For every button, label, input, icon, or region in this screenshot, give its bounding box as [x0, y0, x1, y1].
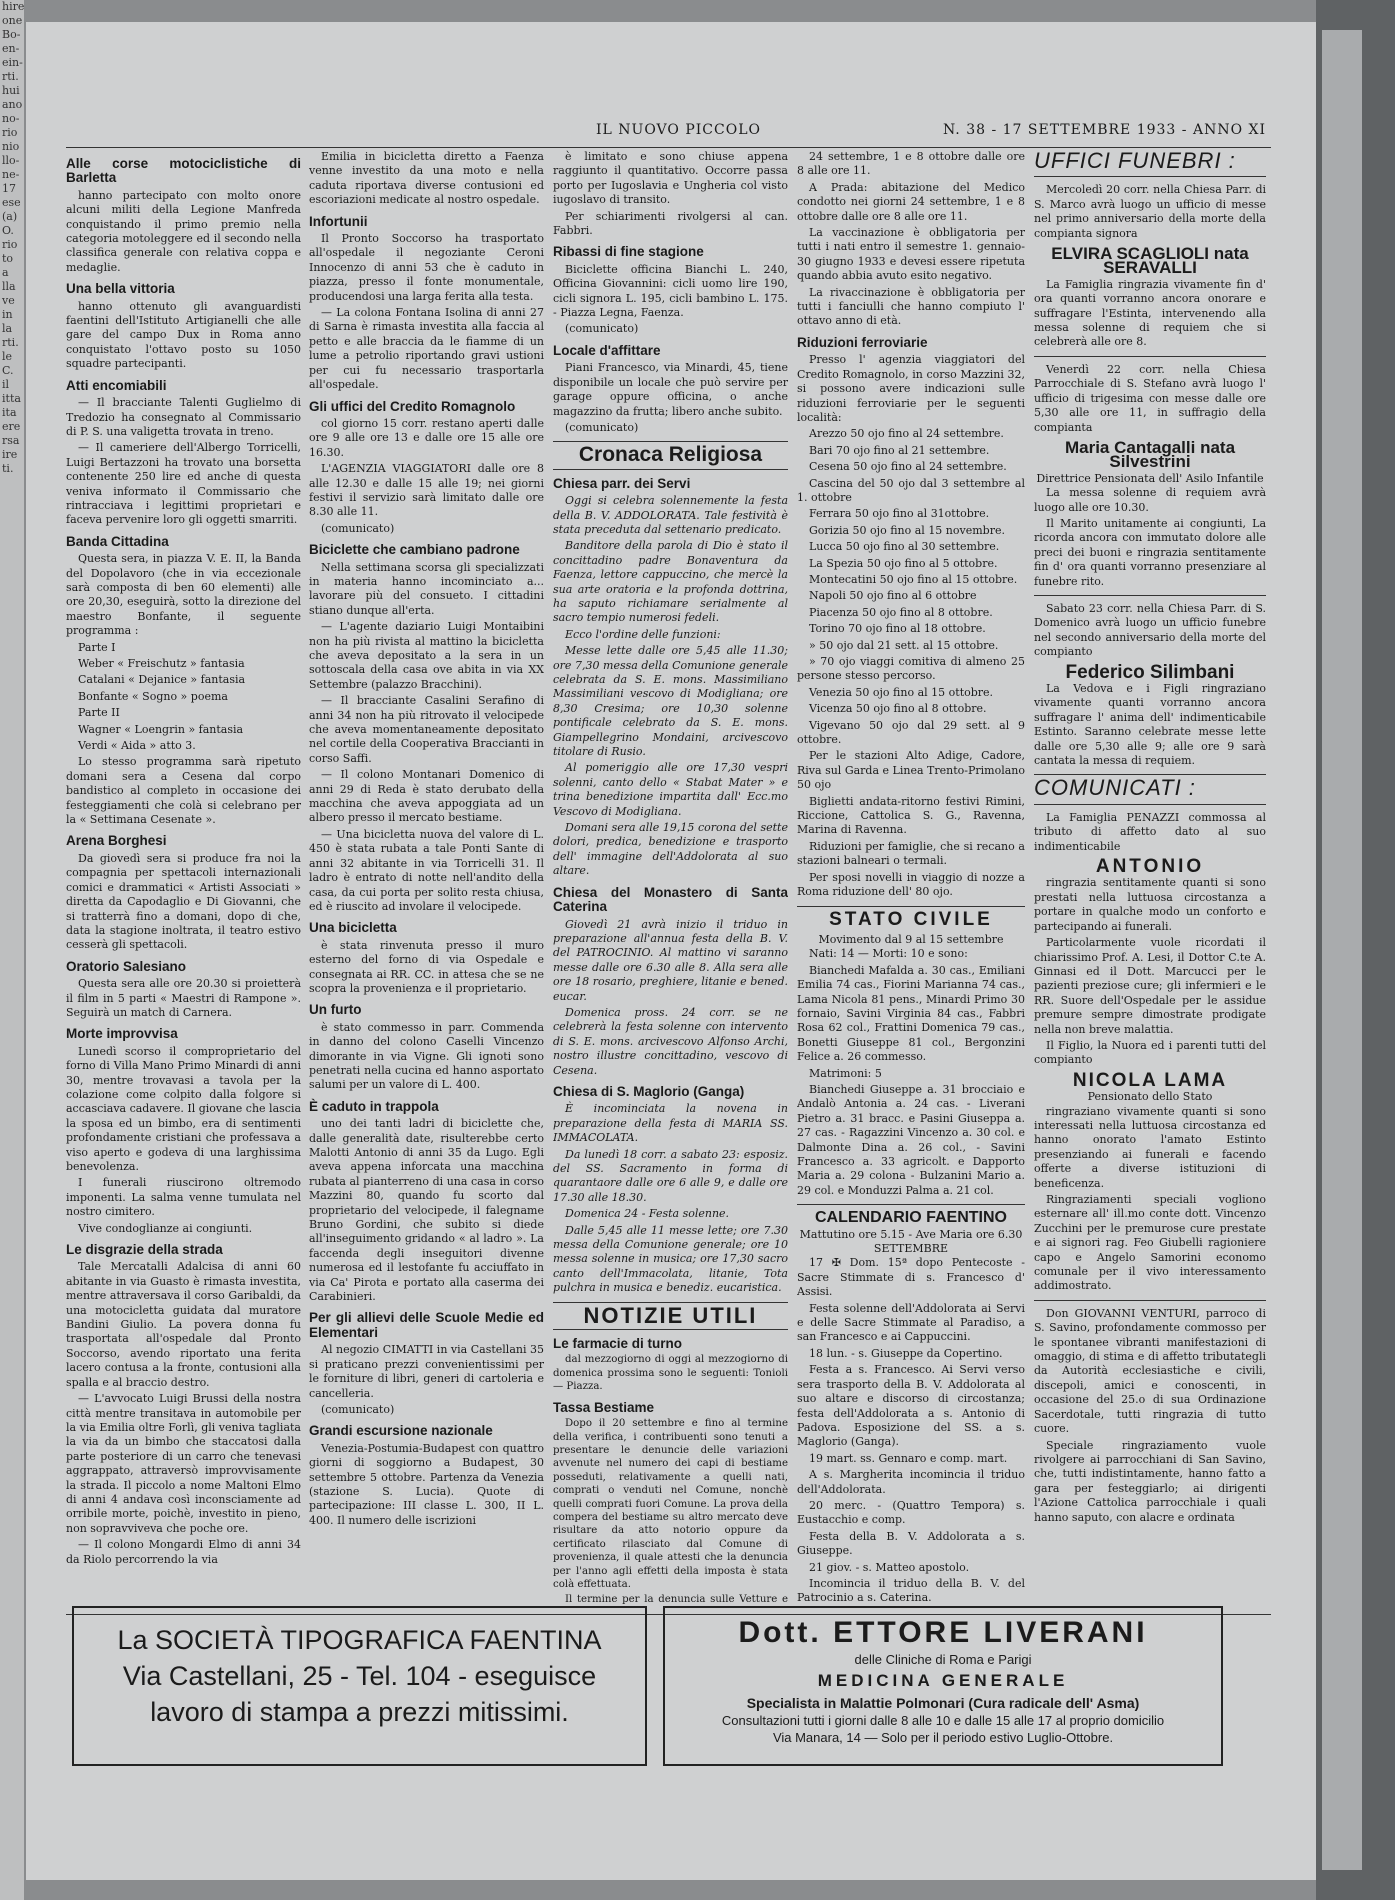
previous-page-edge [0, 0, 24, 1900]
article-paragraph: Il Pronto Soccorso ha trasportato all'ospedale il negoziante Ceroni Innocenzo di anni 53 che è caduto in piazza, presso il fonte monumentale, producendosi una larga ferita alla testa. [309, 232, 544, 303]
calendar-line: 20 merc. - (Quattro Tempora) s. Eustacchio e comp. [797, 1498, 1025, 1527]
prev-page-fragment: Bo- [2, 28, 21, 41]
article-headline: Morte improvvisa [66, 1026, 178, 1042]
page-header [76, 122, 1266, 142]
rate-line: Per le stazioni Alto Adige, Cadore, Riva sul Garda e Linea Trento-Primolano 50 ojo [797, 749, 1025, 792]
column-2 [309, 150, 544, 1605]
prev-page-fragment: O. [2, 224, 14, 237]
rate-line: La Spezia 50 ojo fino al 5 ottobre. [809, 556, 998, 570]
article-paragraph: Questa sera, in piazza V. E. II, la Banda del Dopolavoro (che in via eccezionale sarà composta di ben 60 elementi) alle ore 20,30, eseguirà, sotto la direzione del maestro Bonfante, il seguente programma : [66, 552, 301, 638]
book-binding-inner [1322, 30, 1362, 1870]
rate-line: Torino 70 ojo fino al 18 ottobre. [809, 622, 986, 636]
article-paragraph: La rivaccinazione è obbligatoria per tutti i fanciulli che hanno compiuto l' ottavo anno di età. [797, 285, 1025, 328]
rate-line: Lucca 50 ojo fino al 30 settembre. [809, 540, 1000, 554]
article-headline: Le disgrazie della strada [66, 1242, 223, 1258]
notice-text: Particolarmente vuole ricordati il chiarissimo Prof. A. Lesi, il Dottor C.te A. Ginnasi ed il Dott. Marcucci per le pazienti preziose cure; gli infermieri e le RR. Suore dell'Ospedale per le assidue premure sempre dimostrate prodigate nella non breve malattia. [1034, 936, 1266, 1036]
article-paragraph: col giorno 15 corr. restano aperti dalle ore 9 alle ore 13 e dalle ore 15 alle ore 16.30. [309, 416, 544, 459]
calendar-line: Festa solenne dell'Addolorata ai Servi e delle Sacre Stimmate al Paradiso, a san Francesco e ai Cappuccini. [797, 1301, 1025, 1344]
prev-page-fragment: ita [2, 406, 17, 419]
article-paragraph: Nella settimana scorsa gli specializzati in materia hanno incominciato a... lavorare più del consueto. I cittadini stiano dunque all'erta. [309, 560, 544, 617]
notice-text: Ringraziamenti speciali vogliono esternare all' ill.mo conte dott. Vincenzo Zucchini per le premurose cure prestate e ai signori rag. Feo Giubelli ragioniere capo e Angelo Samorini economo comunale per il vivo interessamento addimostrato. [1034, 1193, 1266, 1293]
article-paragraph: Domani sera alle 19,15 corona del sette dolori, predica, benedizione e trasporto dell' immagine dell'Addolorata al suo altare. [553, 821, 788, 878]
prev-page-fragment: no- [2, 112, 20, 125]
ad-tipografica [72, 1606, 647, 1766]
obituary-text: La Vedova e i Figli ringraziano vivamente quanti vorranno ancora suffragare l' anima dell' indimenticabile Estinto. Saranno celebrate messe lette dalle ore 5,30 alle 9; alle ore 9 sarà cantata la messa di requiem. [1034, 682, 1266, 768]
section-title-stato-civile: STATO CIVILE [829, 908, 993, 930]
article-headline: Le farmacie di turno [553, 1336, 683, 1352]
article-paragraph: — Il colono Montanari Domenico di anni 29 di Reda è stato derubato della macchina che aveva appoggiata ad un albero presso il mercato bestiame. [309, 768, 544, 825]
ad-liverani-line-3: Specialista in Malattie Polmonari (Cura radicale dell' Asma) [746, 1695, 1140, 1711]
article-paragraph: Presso l' agenzia viaggiatori del Credito Romagnolo, in corso Mazzini 32, si possono avere indicazioni sulle riduzioni ferroviarie per le seguenti località: [797, 353, 1025, 424]
prev-page-fragment: rsa [2, 434, 20, 447]
article-headline: Grandi escursione nazionale [309, 1423, 493, 1439]
article-headline: Atti encomiabili [66, 377, 167, 393]
calendario-subtitle: Mattutino ore 5.15 - Ave Maria ore 6.30 [799, 1227, 1023, 1241]
prev-page-fragment: ire [2, 448, 18, 461]
ad-liverani-line-1: delle Cliniche di Roma e Parigi [854, 1652, 1032, 1667]
rate-line: Cesena 50 ojo fino al 24 settembre. [809, 460, 1007, 474]
article-paragraph: (comunicato) [565, 322, 639, 336]
article-headline: Locale d'affittare [553, 342, 661, 358]
header-rule [66, 147, 1271, 148]
notice-text: ringraziano vivamente quanti si sono interessati nella luttuosa circostanza ed hanno onorato l'amato Estinto presenziando ai funerali e facendo offerte a diverse istituzioni di beneficenza. [1034, 1104, 1266, 1190]
prev-page-fragment: il [2, 378, 10, 391]
prev-page-fragment: 17 [2, 182, 16, 195]
article-headline: Banda Cittadina [66, 533, 169, 549]
article-paragraph: Vive condoglianze ai congiunti. [78, 1221, 253, 1235]
article-paragraph: — L'agente daziario Luigi Montaibini non ha più rivista al mattino la bicicletta che aveva depositato a la sera in un sottoscala della casa ove abita in via XX Settembre (palazzo Bracchini). [309, 620, 544, 691]
article-paragraph: (comunicato) [321, 1402, 395, 1416]
prev-page-fragment: ne- [2, 168, 20, 181]
article-headline: Infortunii [309, 213, 368, 229]
notizie-utili-body [553, 1337, 788, 1605]
prev-page-fragment: rio [2, 126, 18, 139]
calendar-line: 21 giov. - s. Matteo apostolo. [809, 1560, 970, 1574]
column-1 [66, 150, 301, 1605]
rate-line: Vigevano 50 ojo dal 29 sett. al 9 ottobre. [797, 718, 1025, 747]
article-paragraph: Giovedì 21 avrà inizio il triduo in preparazione all'annua festa della B. V. del PATROCINIO. Al mattino vi saranno messe dalle ore 6.30 alle 8. Alla sera alle ore 18 rosario, preghiere, litanie e bened. eucar. [553, 917, 788, 1003]
article-paragraph: Matrimoni: 5 [809, 1066, 882, 1080]
article-paragraph: Tale Mercatalli Adalcisa di anni 60 abitante in via Guasto è rimasta investita, mentre attraversava il corso Garibaldi, da una motocicletta guidata dal muratore Bandini Giulio. La povera donna fu trasportata all'ospedale dal Pronto Soccorso, avendo riportato una ferita lacero contusa a la fronte, contusioni alla spalla e al braccio destro. [66, 1260, 301, 1389]
article-paragraph: Lo stesso programma sarà ripetuto domani sera a Cesena dal corpo bandistico al completo in occasione dei festeggiamenti che colà si celebrano per la « Settimana Cesenate ». [66, 755, 301, 827]
article-paragraph: — L'avvocato Luigi Brussi della nostra città mentre transitava in automobile per la via Emilia oltre Forlì, gli veniva tagliata la via da un bimbo che staccatosi dalla parte posteriore di un carro che tenevasi aggrappato, attraversò improvvisamente la strada. Il piccolo a nome Maltoni Elmo di anni 4 andava così inconsciamente ad orribile morte, poichè, investito in pieno, non sopravviveva che poche ore. [66, 1392, 301, 1535]
article-headline: Ribassi di fine stagione [553, 244, 704, 260]
article-paragraph: I funerali riuscirono oltremodo imponenti. La salma venne tumulata nel nostro cimitero. [66, 1176, 301, 1219]
article-paragraph: Questa sera alle ore 20.30 si proietterà il film in 5 parti « Maestri di Rampone ». Seguirà un match di Carnera. [66, 977, 301, 1019]
calendar-line: Festa della B. V. Addolorata a s. Giuseppe. [797, 1529, 1025, 1558]
prev-page-fragment: ti. [2, 462, 14, 475]
article-headline: Per gli allievi delle Scuole Medie ed Elementari [309, 1310, 544, 1340]
rate-line: Gorizia 50 ojo fino al 15 novembre. [809, 523, 1005, 537]
prev-page-fragment: rti. [2, 336, 19, 349]
notice-text: Don GIOVANNI VENTURI, parroco di S. Savino, profondamente commosso per le spontanee vibranti manifestazioni di omaggio, di stima e di affetto tributategli da Autorità ecclesiastiche e civili, discepoli, amici e conoscenti, in occasione del 25.o di sua Ordinazione Sacerdotale, tutti ringrazia di tutto cuore. [1034, 1306, 1266, 1436]
calendar-line: A s. Margherita incomincia il triduo dell'Addolorata. [797, 1468, 1025, 1496]
article-paragraph: Nati: 14 — Morti: 10 e sono: [809, 947, 968, 961]
ad-tipografica-line-2: Via Castellani, 25 - Tel. 104 - eseguisce [122, 1661, 597, 1691]
article-paragraph: (comunicato) [565, 420, 639, 434]
article-paragraph: uno dei tanti ladri di biciclette che, dalle generalità date, risulterebbe certo Malotti Antonio di anni 35 da Lugo. Egli aveva appena inforcata una macchina rubata al pianterreno di una casa in corso Mazzini 80, quando fu scorto dal proprietario del velocipede, il falegname Bruno Gordini, che subito si diede all'inseguimento gridando « al ladro ». La faccenda degli inseguitori divenne numerosa ed il lestofante fu acciuffato in via Ca' Pirota e portato alla caserma dei Carabinieri. [309, 1117, 544, 1304]
section-title-uffici-funebri: UFFICI FUNEBRI : [1034, 150, 1236, 173]
prev-page-fragment: le [2, 350, 13, 363]
article-paragraph: — La colona Fontana Isolina di anni 27 di Sarna è rimasta investita alla faccia al petto e alle braccia da le fiamme di un lume a petrolio riportando gravi ustioni per cui fu necessario trasportarla all'ospedale. [309, 306, 544, 392]
prev-page-fragment: rti. [2, 70, 19, 83]
prev-page-fragment: one [2, 14, 23, 27]
article-paragraph: — Il cameriere dell'Albergo Torricelli, Luigi Bertazzoni ha trovato una borsetta contenente 250 lire ed anche di questa veniva informato il Commissario che rintracciava i legittimi proprietari e faceva pervenire loro gli oggetti smarriti. [66, 441, 301, 527]
article-paragraph: È incominciata la novena in preparazione della festa di MARIA SS. IMMACOLATA. [553, 1102, 788, 1145]
article-headline: Tassa Bestiame [553, 1399, 655, 1415]
rate-line: Montecatini 50 ojo fino al 15 ottobre. [809, 572, 1018, 586]
prev-page-fragment: to [2, 252, 14, 265]
calendar-line: Incomincia il triduo della B. V. del Patrocinio a s. Caterina. [797, 1576, 1025, 1605]
article-headline: Biciclette che cambiano padrone [309, 542, 520, 558]
prev-page-fragment: lla [2, 280, 16, 293]
section-title-comunicati: COMUNICATI : [1034, 775, 1196, 801]
calendar-line: 18 lun. - s. Giuseppe da Copertino. [809, 1346, 1003, 1360]
obituary-text: La Famiglia ringrazia vivamente fin d' ora quanti vorranno ancora onorare e suffragare l'Estinta, intervenendo alla messa solenne di requiem che si celebrerà alle ore 8. [1034, 277, 1266, 349]
article-headline: Riduzioni ferroviarie [797, 334, 928, 350]
column-5 [1034, 150, 1266, 1605]
prev-page-fragment: rio [2, 238, 18, 251]
article-paragraph: — Il colono Mongardi Elmo di anni 34 da Riolo percorrendo la via [66, 1538, 301, 1566]
article-paragraph: Al negozio CIMATTI in via Castellani 35 si praticano prezzi convenientissimi per le forniture di libri, generi di cartoleria e cancelleria. [309, 1343, 544, 1400]
article-paragraph: Emilia in bicicletta diretto a Faenza venne investito da una moto e nella caduta riportava diverse contusioni ed escoriazioni medicate al nostro ospedale. [309, 150, 544, 207]
article-paragraph: Dalle 5,45 alle 11 messe lette; ore 7.30 messa della Comunione generale; ore 10 messa solenne in musica; ore 17,30 sacro canto dell'Immacolata, litanie, Tota pulchra in musica e benediz. eucaristica. [553, 1223, 788, 1295]
article-paragraph: Wagner « Loengrin » fantasia [78, 722, 244, 736]
article-paragraph: Oggi si celebra solennemente la festa della B. V. ADDOLORATA. Tale festività è stata preceduta dal settenario predicato. [553, 494, 788, 536]
prev-page-fragment: ano [2, 98, 23, 111]
article-paragraph: L'AGENZIA VIAGGIATORI dalle ore 8 alle 12.30 e dalle 15 alle 19; nei giorni festivi il servizio sarà limitato dalle ore 8.30 alle 11. [309, 462, 544, 519]
article-paragraph: A Prada: abitazione del Medico condotto nei giorni 24 settembre, 1 e 8 ottobre dalle ore 8 alle ore 11. [797, 180, 1025, 223]
article-headline: Chiesa parr. dei Servi [553, 475, 691, 491]
notice-text: ringrazia sentitamente quanti si sono prestati nella luttuosa circostanza a portare in qualche modo un conforto e partecipando ai funerali. [1034, 876, 1266, 933]
notice-name: ANTONIO [1095, 856, 1205, 878]
ad-tipografica-line-3: lavoro di stampa a prezzi mitissimi. [150, 1697, 569, 1727]
article-paragraph: Da giovedì sera si produce fra noi la compagnia per spettacoli internazionali comici e drammatici « Artisti Associati » diretta da Capodaglio e Di Giovanni, che si tratterrà fino a domani, dopo di che, data la stagione inoltrata, il teatro estivo cesserà gli spettacoli. [66, 851, 301, 952]
column-3 [553, 150, 788, 1605]
article-paragraph: Bianchedi Giuseppe a. 31 brocciaio e Andalò Antonia a. 24 cas. - Liverani Pietro a. 31 bracc. e Pasini Giuseppa a. 27 cas. - Ragazzini Vincenzo a. 30 col. e Dalmonte Dina a. 26 col., - Savini Francesco a. 33 agricolt. e Dapporto Maria a. 29 colona - Bulzanini Mario a. 29 col. e Monduzzi Palma a. 21 col. [797, 1082, 1025, 1197]
article-paragraph: Ecco l'ordine delle funzioni: [565, 627, 721, 641]
prev-page-fragment: in [2, 308, 13, 321]
rate-line: Piacenza 50 ojo fino al 8 ottobre. [809, 605, 993, 619]
article-paragraph: Lunedì scorso il comproprietario del forno di Villa Mano Primo Minardi di anni 30, mentre trovavasi a tavola per la colazione come colpito dalla folgore si accasciava cadavere. Il giovane che lascia la sposa ed un bimbo, era di sentimenti profondamente cristiani che professava a viso aperto e godeva di una larghissima benevolenza. [66, 1044, 301, 1173]
cronaca-religiosa-body [553, 477, 788, 1296]
obituary-name: Federico Silimbani [1065, 661, 1235, 683]
notice-text: Speciale ringraziamento vuole rivolgere ai parrocchiani di San Savino, che, tutti indistintamente, hanno fatto a gara per festeggiarlo; ai dirigenti l'Azione Cattolica parrocchiale i quali hanno saputo, con alacre e ordinata [1034, 1438, 1266, 1524]
article-paragraph: hanno partecipato con molto onore alcuni militi della Legione Manfreda conquistando il primo premio nella categoria motoleggere ed il secondo nella classifica generale con relativa coppa e medaglie. [66, 188, 301, 274]
obituary-name: ELVIRA SCAGLIOLI nata SERAVALLI [1051, 244, 1249, 278]
article-paragraph: Domenica pross. 24 corr. se ne celebrerà la festa solenne con intervento di S. E. mons. arcivescovo Alfonso Archi, nostro illustre concittadino, vescovo di Cesena. [553, 1005, 788, 1077]
article-headline: Una bella vittoria [66, 281, 175, 297]
article-paragraph: La vaccinazione è obbligatoria per tutti i nati entro il semestre 1. gennaio-30 giugno 1933 e devesi essere ripetuta quando abbia avuto esito negativo. [797, 226, 1025, 283]
article-paragraph: 24 settembre, 1 e 8 ottobre dalle ore 8 alle ore 11. [797, 150, 1025, 178]
article-paragraph: Per schiarimenti rivolgersi al can. Fabbri. [553, 209, 788, 238]
article-paragraph: Da lunedì 18 corr. a sabato 23: esposiz. del SS. Sacramento in forma di quarantaore dalle ore 6 alle 9, e dalle ore 17.30 alle 18.30. [553, 1147, 788, 1204]
article-headline: Chiesa del Monastero di Santa Caterina [553, 884, 788, 915]
article-paragraph: Il termine per la denuncia sulle Vetture e [565, 1594, 788, 1605]
ad-tipografica-line-1: La SOCIETÀ TIPOGRAFICA FAENTINA [117, 1625, 602, 1655]
ad-liverani-name: Dott. ETTORE LIVERANI [738, 1616, 1148, 1649]
obituary-role: Direttrice Pensionata dell' Asilo Infantile [1036, 471, 1264, 485]
article-paragraph: Dopo il 20 settembre e fino al termine della verifica, i contribuenti sono tenuti a presentare le denuncie delle variazioni avvenute nel numero dei capi di bestiame posseduti, relativamente a quelli nati, comprati o venduti nel Comune, nonchè quelli comprati fuori Comune. La prova della compera del bestiame su altro mercato deve risultare da atto notorio oppure da certificato rilasciato dal Comune di provenienza, il quale attesti che la denuncia per l'anno agli effetti della imposta è stata colà effettuata. [553, 1418, 788, 1590]
rate-line: » 70 ojo viaggi comitiva di almeno 25 persone stesso percorso. [797, 655, 1025, 683]
ad-liverani-line-4: Consultazioni tutti i giorni dalle 8 alle 10 e dalle 15 alle 17 al proprio domicilio [721, 1713, 1165, 1728]
article-headline: Arena Borghesi [66, 833, 167, 849]
section-title-cronaca-religiosa: Cronaca Religiosa [578, 443, 763, 467]
article-paragraph: Banditore della parola di Dio è stato il concittadino padre Bonaventura da Faenza, lettore cappuccino, che mercè la sua arte oratoria e la profonda dottrina, ha saputo richiamare serialmente al sacro tempio numerosi fedeli. [553, 539, 788, 625]
article-paragraph: Bianchedi Mafalda a. 30 cas., Emiliani Emilia 74 cas., Fiorini Marianna 74 cas., Lama Nicola 81 pens., Minardi Primo 30 fornaio, Savini Virginia 84 cas., Fabbri Rosa 62 col., Frattini Domenica 79 cas., Bonetti Giuseppe 81 col., Bergonzini Felice a. 26 commesso. [797, 963, 1025, 1064]
article-paragraph: — Il bracciante Talenti Guglielmo di Tredozio ha consegnato al Commissario di P. S. una valigetta trovata in treno. [66, 396, 301, 438]
rate-line: Biglietti andata-ritorno festivi Rimini, Riccione, Cattolica S. G., Ravenna, Marina di Ravenna. [797, 794, 1025, 837]
calendario-month: SETTEMBRE [873, 1242, 949, 1256]
article-headline: Gli uffici del Credito Romagnolo [309, 398, 516, 414]
calendar-line: 19 mart. ss. Gennaro e comp. mart. [809, 1451, 1008, 1465]
section-title-calendario: CALENDARIO FAENTINO [815, 1209, 1007, 1227]
notice-name: NICOLA LAMA [1072, 1069, 1228, 1091]
obituary-text: Il Marito unitamente ai congiunti, La ricorda ancora con immutato dolore alle preci dei buoni e ringrazia sentitamente fin d' ora quanti vorranno presenziare al funebre rito. [1034, 516, 1266, 588]
article-paragraph: — Il bracciante Casalini Serafino di anni 34 non ha più ritrovato il velocipede che aveva momentaneamente depositato nel cortile della Cooperativa Braccianti in corso Saffi. [309, 694, 544, 765]
article-paragraph: Biciclette officina Bianchi L. 240, Officina Giovannini: cicli uomo lire 190, cicli signora L. 195, cicli bambino L. 175. - Piazza Legna, Faenza. [553, 262, 788, 320]
article-headline: È caduto in trappola [309, 1098, 439, 1114]
rate-line: Bari 70 ojo fino al 21 settembre. [809, 443, 990, 457]
section-title-notizie-utili: NOTIZIE UTILI [583, 1302, 758, 1328]
prev-page-fragment: la [2, 322, 13, 335]
article-paragraph: Verdi « Aida » atto 3. [78, 739, 196, 753]
article-paragraph: Al pomeriggio alle ore 17,30 vespri solenni, canto dello « Stabat Mater » e trina benedizione impartita dall' Ecc.mo Vescovo di Modigliana. [553, 761, 788, 818]
notice-text: Il Figlio, la Nuora ed i parenti tutti del compianto [1034, 1038, 1266, 1067]
article-paragraph: è stata rinvenuta presso il muro esterno del forno di via Ospedale e consegnata ai RR. CC. in attesa che se ne scopra la provenienza e il proprietario. [309, 938, 544, 995]
article-paragraph: Parte II [78, 706, 120, 720]
ad-liverani-line-5: Via Manara, 14 — Solo per il periodo estivo Luglio-Ottobre. [772, 1730, 1114, 1745]
rate-line: Napoli 50 ojo fino al 6 ottobre [809, 589, 977, 603]
obituary-text: Mercoledì 20 corr. nella Chiesa Parr. di S. Marco avrà luogo un ufficio di messe nel primo anniversario della morte della compianta signora [1034, 183, 1266, 240]
article-paragraph: dal mezzogiorno di oggi al mezzogiorno di domenica prossima sono le seguenti: Tonioli — Piazza. [553, 1354, 788, 1393]
rate-line: Venezia 50 ojo fino al 15 ottobre. [809, 685, 994, 699]
article-headline: Un furto [309, 1002, 362, 1018]
rate-line: Arezzo 50 ojo fino al 24 settembre. [809, 427, 1004, 441]
stato-civile-subtitle: Movimento dal 9 al 15 settembre [818, 932, 1004, 946]
rate-line: Per sposi novelli in viaggio di nozze a Roma riduzione dell' 80 ojo. [797, 870, 1025, 899]
article-paragraph: è stato commesso in parr. Commenda in danno del colono Caselli Vincenzo dimorante in via Vigne. Gli ignoti sono penetrati nella cucina ed hanno asportato salumi per un valore di L. 400. [309, 1020, 544, 1092]
obituary-text: Sabato 23 corr. nella Chiesa Parr. di S. Domenico avrà luogo un ufficio funebre nel secondo anniversario della morte del compianto [1034, 601, 1266, 659]
obituary-text: La messa solenne di requiem avrà luogo alle ore 10.30. [1034, 486, 1266, 514]
article-paragraph: è limitato e sono chiuse appena raggiunto il quantitativo. Occorre passa porto per Iugoslavia e Ungheria col visto iugoslavo di transito. [553, 150, 788, 207]
calendar-line: 17 ✠ Dom. 15ª dopo Pentecoste - Sacre Stimmate di s. Francesco d' Assisi. [797, 1256, 1025, 1299]
prev-page-fragment: a [2, 266, 9, 279]
obituary-text: Venerdì 22 corr. nella Chiesa Parrocchiale di S. Stefano avrà luogo l' ufficio di trigesima con messe dalle ore 5,30 alle ore 11, in suffragio della compianta [1034, 362, 1266, 434]
article-paragraph: Weber « Freischutz » fantasia [78, 657, 245, 670]
article-headline: Alle corse motociclistiche di Barletta [66, 156, 301, 186]
prev-page-fragment: hui [2, 84, 20, 97]
article-paragraph: Parte I [78, 640, 116, 654]
prev-page-fragment: nio [2, 140, 20, 153]
article-paragraph: Messe lette dalle ore 5,45 alle 11.30; ore 7,30 messa della Comunione generale celebrata da S. E. mons. Massimiliano Massimiliani vescovo di Modigliana; ore 8,30 Cresima; ore 10,30 solenne pontificale celebrato da S. E. mons. Giampellegrino Mondaini, arcivescovo titolare di Rusio. [553, 644, 788, 759]
article-headline: Oratorio Salesiano [66, 958, 187, 974]
prev-page-fragment: itta [2, 392, 21, 405]
prev-page-fragment: en- [2, 42, 20, 55]
notice-role: Pensionato dello Stato [1087, 1090, 1213, 1104]
notice-text: La Famiglia PENAZZI commossa al tributo di affetto dato al suo indimenticabile [1034, 810, 1266, 853]
prev-page-fragment: ese [2, 196, 21, 209]
article-paragraph: hanno ottenuto gli avanguardisti faentini dell'Istituto Artigianelli che alle gare del campo Dux in Roma anno conquistato l'ottavo posto su 1050 squadre partecipanti. [66, 299, 301, 371]
rate-line: Cascina del 50 ojo dal 3 settembre al 1. ottobre [797, 476, 1025, 504]
article-headline: Una bicicletta [309, 920, 397, 936]
article-paragraph: (comunicato) [321, 521, 395, 535]
prev-page-fragment: C. [2, 364, 14, 377]
column-4 [797, 150, 1025, 1605]
article-paragraph: Piani Francesco, via Minardi, 45, tiene disponibile un locale che può servire per garage oppure officina, o anche magazzino da frutta; libero anche subito. [553, 361, 788, 418]
masthead-title: IL NUOVO PICCOLO [596, 122, 761, 138]
prev-page-fragment: llo- [2, 154, 20, 167]
article-paragraph: Venezia-Postumia-Budapest con quattro giorni di soggiorno a Budapest, 30 settembre 5 ottobre. Partenza da Venezia (stazione S. Lucia). Quote di partecipazione: III classe L. 300, II L. 400. Il numero delle iscrizioni [309, 1441, 544, 1527]
prev-page-fragment: ein- [2, 56, 23, 69]
prev-page-fragment: ere [2, 420, 21, 433]
calendar-line: Festa a s. Francesco. Ai Servi verso sera trasporto della B. V. Addolorata al suo altare e discorso di circostanza; festa dell'Addolorata a s. Antonio di Padova. Esposizione del SS. a s. Maglorio (Ganga). [797, 1363, 1025, 1449]
prev-page-fragment: hire [2, 0, 24, 13]
article-paragraph: Domenica 24 - Festa solenne. [565, 1207, 730, 1221]
rate-line: Riduzioni per famiglie, che si recano a stazioni balneari o termali. [797, 839, 1025, 868]
obituary-name: Maria Cantagalli nata Silvestrini [1064, 437, 1236, 472]
prev-page-fragment: ve [2, 294, 15, 307]
article-paragraph: Catalani « Dejanice » fantasia [78, 673, 246, 687]
rate-line: Ferrara 50 ojo fino al 31ottobre. [809, 507, 990, 521]
issue-info: N. 38 - 17 SETTEMBRE 1933 - ANNO XI [942, 122, 1266, 138]
article-headline: Chiesa di S. Maglorio (Ganga) [553, 1083, 745, 1099]
article-paragraph: — Una bicicletta nuova del valore di L. 450 è stata rubata a tale Ponti Sante di anni 32 abitante in via Torricelli 31. Il ladro è entrato di notte nell'andito della casa, da cui porta per solito resta chiusa, ed è riuscito ad involare il velocipede. [309, 827, 544, 913]
rate-line: » 50 ojo dal 21 sett. al 15 ottobre. [809, 638, 999, 652]
ad-liverani-line-2: MEDICINA GENERALE [817, 1671, 1069, 1690]
article-paragraph: Bonfante « Sogno » poema [78, 689, 228, 703]
rate-line: Vicenza 50 ojo fino al 8 ottobre. [809, 702, 987, 716]
ad-liverani [663, 1606, 1223, 1766]
newspaper-page [26, 22, 1316, 1880]
prev-page-fragment: (a) [2, 210, 18, 223]
